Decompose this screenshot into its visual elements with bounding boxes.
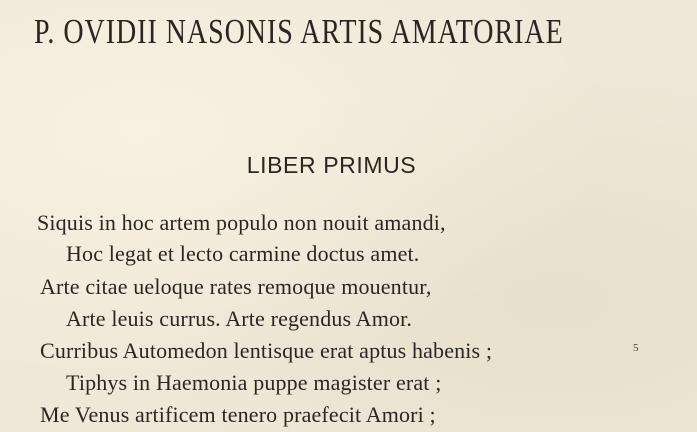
verse-line-7: Me Venus artificem tenero praefecit Amori ; bbox=[40, 402, 436, 427]
verse-line-5: Curribus Automedon lentisque erat aptus habenis ; bbox=[40, 338, 493, 363]
verse-line-2: Hoc legat et lecto carmine doctus amet. bbox=[66, 241, 420, 266]
verse-line-6: Tiphys in Haemonia puppe magister erat ; bbox=[66, 370, 442, 395]
verse-line-1: Siquis in hoc artem populo non nouit amandi, bbox=[37, 210, 446, 235]
verse-line-3: Arte citae ueloque rates remoque mouentur, bbox=[40, 274, 432, 299]
line-number-marker: 5 bbox=[633, 342, 639, 354]
book-section-title-text: LIBER PRIMUS bbox=[246, 152, 417, 178]
page-title: P. OVIDII NASONIS ARTIS AMATORIAE bbox=[34, 12, 564, 51]
verse-line-4: Arte leuis currus. Arte regendus Amor. bbox=[66, 306, 413, 331]
